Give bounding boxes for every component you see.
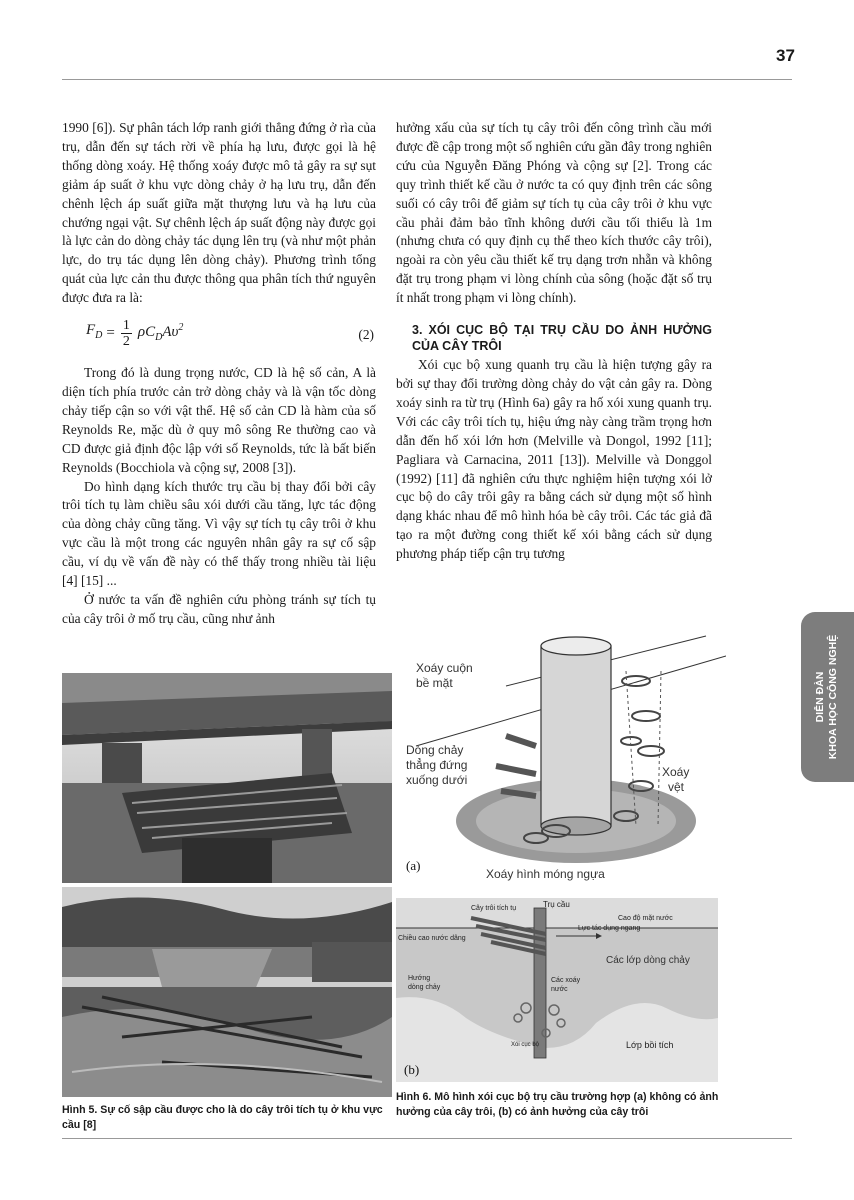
figure-6a-diagram [396,626,726,886]
figure-6b-tag: (b) [404,1062,420,1077]
side-tab-text [814,635,840,759]
right-column [396,119,712,564]
flow-direction-label-1: Hướng [408,975,431,982]
wake-vortex-label-1: Xoáy [662,765,690,779]
figure-5-caption: Hình 5. Sự cố sập cầu được cho là do cây trôi tích tụ ở khu vực cầu [8] [62,1104,383,1131]
header-rule [62,79,792,80]
flow-layers-label: Các lớp dòng chảy [606,955,690,966]
sediment-layer-label: Lớp bồi tích [626,1040,674,1050]
downflow-label-3: xuống dưới [406,773,468,787]
bridge-debris-photo-2 [62,887,392,1097]
page-number: 37 [776,46,795,65]
figure-6-caption: Hình 6. Mô hình xói cục bộ trụ cầu trường hợp (a) không có ảnh hưởng của cây trôi, (b) có ảnh hưởng của cây trôi [396,1091,719,1118]
left-paragraph-4: Ở nước ta vấn đề nghiên cứu phòng tránh sự tích tụ của cây trôi ở mố trụ cầu, cũng như ảnh [62,591,376,626]
left-paragraph-2: Trong đó là dung trọng nước, CD là hệ số cản, A là diện tích phía trước cản trở dòng chảy và là vận tốc dòng chảy tiếp cận so với vật thể. Hệ số cản CD là hàm của số Reynolds Re, mặc dù ở quy mô sông Re thường cao và CD được giả định độc lập với số Reynolds, tức là bất biến Reynolds (Bocchiola và cộng sự, 2008 [3]). [62,365,376,475]
drag-force-formula: $F_D$ = $\frac{1}{2}$ $\rho C_DA\upsilon^2$ [86,318,184,350]
local-scour-label: Xói cục bộ [511,1042,540,1048]
section-heading: 3. XÓI CỤC BỘ TẠI TRỤ CẦU DO ẢNH HƯỞNG CỦA CÂY TRÔI [412,323,712,354]
downflow-label-2: thẳng đứng [406,758,468,772]
figure-6b-diagram [396,898,718,1082]
right-paragraph-1: hưởng xấu của sự tích tụ cây trôi đến công trình cầu mới được đề cập trong một số nghiên cứu gần đây trong nghiên cứu của Nguyễn Đăng Phóng và cộng sự [2]. Trong các quy trình thiết kế cầu ở nước ta có quy định trên các sông suối có cây trôi để giảm sự tích tụ của cây trôi ở khu vực cầu phải đảm bảo tĩnh không dưới cầu tối thiểu là 1m (nhưng chưa có quy định cụ thể theo kích thước cây trôi), ngoài ra còn yêu cầu thiết kế trụ dạng trơn nhẵn và không đặt trụ trong phạm vi lòng chính của sông (hoặc đặt số trụ ít nhất trong phạm vi lòng chính). [396,120,712,306]
bridge-debris-photo-1 [62,673,392,883]
side-tab-line-2: KHOA HỌC CÔNG NGHỆ [827,634,839,760]
photo-2-illustration [62,887,392,1097]
vortices-label-1: Các xoáy [551,977,581,984]
wake-vortex-label-2: vệt [668,780,685,794]
backwater-label: Chiều cao nước dâng [398,935,466,942]
right-paragraph-2: Xói cục bộ xung quanh trụ cầu là hiện tượng gây ra bởi sự thay đổi trường dòng chảy do vật cản gây ra. Dòng xoáy sinh ra từ trụ (Hình 6a) gây ra hố xói xung quanh trụ. Với các cây trôi tích tụ, hiệu ứng này càng trầm trọng hơn dẫn đến hố xói lớn hơn (Melville và Dongol, 1992 [11]; Pagliara và Carnacina, 2011 [13]). Melville và Donggol (1992) [11] đã nghiên cứu thực nghiệm hiện tượng xói lở cục bộ do cây trôi gây ra bằng cách sử dụng một số hình dạng khác nhau để mô hình hóa bè cây trôi. Các tác giả đã tạo ra một đường cong thiết kế xói bằng cách sử dụng phương pháp tiếp cận trụ tương [396,357,712,562]
vortices-label-2: nước [551,986,568,993]
surface-vortex-label-2: bề mặt [416,676,453,690]
debris-label: Cây trôi tích tụ [471,905,517,912]
left-paragraph-3: Do hình dạng kích thước trụ cầu bị thay đổi bởi cây trôi tích tụ làm chiều sâu xói dưới cầu tăng, lực tác động của dòng chảy cũng tăng. Vì vậy sự tích tụ cây trôi ở khu vực cầu là một trong các nguyên nhân gây ra sự cố sập cầu, ví dụ về vấn đề này có thể thấy trong nhiều tài liệu [4] [15] ... [62,478,376,589]
left-column [62,119,376,629]
surface-vortex-label-1: Xoáy cuộn [416,661,473,675]
figure-6a-tag: (a) [406,858,421,873]
equation-2 [62,312,376,358]
horseshoe-vortex-label: Xoáy hình móng ngựa [486,867,605,881]
pier-label: Trụ cầu [543,900,570,909]
lateral-force-label: Lực tác dụng ngang [578,925,641,932]
flow-direction-label-2: dòng chảy [408,984,441,991]
side-tab-line-1: DIỄN ĐÀN [814,671,826,723]
left-paragraph-1: 1990 [6]). Sự phân tách lớp ranh giới thẳng đứng ở rìa của trụ, dẫn đến sự tách rời về phía hạ lưu, được gọi là hệ thống dòng xoáy. Hệ thống xoáy được mô tả gây ra sự sụt giảm áp suất ở khu vực dòng chảy ở hạ lưu trụ, dẫn đến chênh lệch áp suất giữa mặt thượng lưu và hạ lưu của chướng ngại vật. Sự chênh lệch áp suất động này được gọi là lực cản do dòng chảy tác dụng lên trụ (và như một phản lực, do trụ tác dụng lên dòng chảy). Phương trình tổng quát của lực cản thu được thông qua phân tích thứ nguyên được đưa ra là: [62,120,376,306]
footer-rule [62,1138,792,1139]
equation-number: (2) [358,327,374,343]
photo-1-illustration [62,673,392,883]
downflow-label-1: Dòng chảy [406,743,464,757]
water-level-label: Cao độ mặt nước [618,915,673,922]
